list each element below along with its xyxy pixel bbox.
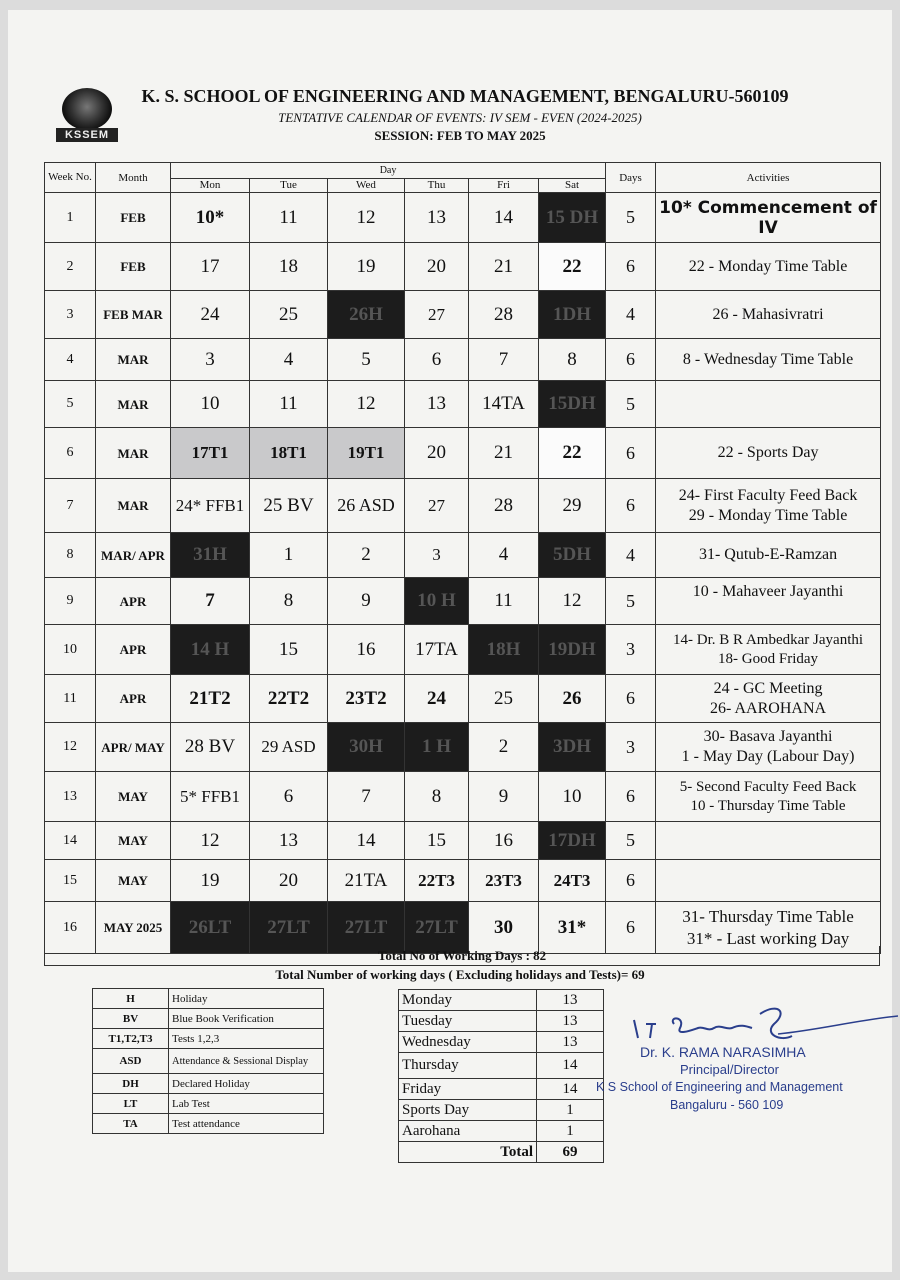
day-cell: 22 [539,243,606,291]
test-cell: 18T1 [250,428,328,479]
day-cell: 28 [469,479,539,533]
day-cell: 3 [405,533,469,578]
activity-text: 26 - Mahasivratri [712,305,824,323]
day-cell: 20 [250,860,328,902]
day-cell: 8 [405,772,469,822]
day-cell: 11 [469,578,539,625]
activity-text: 22 - Monday Time Table [688,257,848,275]
day-cell: 16 [469,822,539,860]
day-cell: 27 [405,291,469,339]
legend-row [93,1094,324,1114]
document-title: K. S. SCHOOL OF ENGINEERING AND MANAGEMENT, BENGALURU-560109 [141,86,789,106]
day-name: Monday [399,990,537,1011]
week-number: 1 [45,193,96,243]
day-cell: 5 [328,339,405,381]
day-cell: 12 [328,381,405,428]
activity-text: 24- First Faculty Feed Back [678,486,858,504]
activity-text: 26- AAROHANA [710,699,827,717]
month-cell: MAR [96,428,171,479]
day-cell: 17TA [405,625,469,675]
day-cell: 20 [405,428,469,479]
test-cell: 21T2 [171,675,250,723]
week-header: Week No. [45,163,96,193]
month-cell: APR [96,675,171,723]
legend-row [93,989,324,1009]
day-cell: 13 [405,381,469,428]
legend-value: Lab Test [169,1094,324,1114]
holiday-cell: 19DH [539,625,606,675]
days-count: 5 [606,822,656,860]
day-cell: 8 [539,339,606,381]
activity-cell [656,381,881,428]
day-cell: 30 [469,902,539,954]
week-number: 16 [45,902,96,954]
legend-key: TA [93,1114,169,1134]
day-cell: 6 [405,339,469,381]
week-number: 10 [45,625,96,675]
table-row [45,533,881,578]
legend-row [93,1114,324,1134]
table-row [45,193,881,243]
calendar-table [44,162,881,954]
activity-text: 5- Second Faculty Feed Back [679,778,857,795]
table-row [45,339,881,381]
week-number: 8 [45,533,96,578]
day-count: 13 [537,1011,604,1032]
day-count: 1 [537,1121,604,1142]
day-cell: 7 [328,772,405,822]
day-cell: 7 [171,578,250,625]
holiday-cell: 18H [469,625,539,675]
day-cell: 10 [539,772,606,822]
days-count: 6 [606,772,656,822]
activity-cell [656,860,881,902]
days-header: Days [606,163,656,193]
activity-text: 8 - Wednesday Time Table [682,350,854,368]
day-cell: 24* FFB1 [171,479,250,533]
day-cell: 11 [250,193,328,243]
college-logo [56,88,120,144]
day-cell: 4 [250,339,328,381]
week-number: 7 [45,479,96,533]
month-cell: MAY [96,822,171,860]
day-cell: 5* FFB1 [171,772,250,822]
day-cell: 6 [250,772,328,822]
day-cell: 12 [539,578,606,625]
holiday-cell: 5DH [539,533,606,578]
day-count-row [399,1121,604,1142]
day-cell: 22 [539,428,606,479]
day-cell: 25 [469,675,539,723]
day-cell: 12 [328,193,405,243]
weekday-header: Fri [469,179,539,193]
day-name: Friday [399,1079,537,1100]
day-count: 13 [537,1032,604,1053]
day-cell: 21 [469,243,539,291]
day-count: 1 [537,1100,604,1121]
days-count: 6 [606,339,656,381]
month-cell: MAR/ APR [96,533,171,578]
day-count-total-row [399,1142,604,1163]
day-cell: 31* [539,902,606,954]
day-cell: 13 [250,822,328,860]
logo-seal-icon [62,88,112,130]
legend-table [92,988,324,1134]
activities-header: Activities [656,163,881,193]
day-cell: 27 [405,479,469,533]
day-count-row [399,1032,604,1053]
logo-text: KSSEM [56,128,118,142]
day-cell: 3 [171,339,250,381]
document-subtitle: TENTATIVE CALENDAR OF EVENTS: IV SEM - EVEN (2024-2025) [278,110,642,125]
holiday-cell: 1 H [405,723,469,772]
day-cell: 17 [171,243,250,291]
holiday-cell: 26H [328,291,405,339]
activity-text: 31* - Last working Day [686,928,850,948]
days-count: 4 [606,533,656,578]
day-cell: 11 [250,381,328,428]
week-number: 2 [45,243,96,291]
day-count-row [399,990,604,1011]
holiday-cell: 31H [171,533,250,578]
days-count: 6 [606,902,656,954]
day-cell: 12 [171,822,250,860]
month-cell: APR [96,625,171,675]
weekday-header: Mon [171,179,250,193]
day-cell: 25 [250,291,328,339]
day-cell: 14TA [469,381,539,428]
day-name: Total [399,1142,537,1163]
day-cell: 15 [405,822,469,860]
table-row [45,772,881,822]
day-cell: 8 [250,578,328,625]
legend-row [93,1049,324,1074]
days-count: 6 [606,479,656,533]
table-row [45,381,881,428]
weekday-header: Tue [250,179,328,193]
test-cell: 24T3 [539,860,606,902]
activity-text: 30- Basava Jayanthi [703,728,833,745]
test-cell: 23T3 [469,860,539,902]
week-number: 5 [45,381,96,428]
day-cell: 19 [328,243,405,291]
legend-value: Test attendance [169,1114,324,1134]
total-excluding-holidays: Total Number of working days ( Excluding holidays and Tests)= 69 [275,967,645,982]
table-row [45,822,881,860]
day-cell: 13 [405,193,469,243]
weekday-header: Wed [328,179,405,193]
week-number: 4 [45,339,96,381]
activity-text: 10 - Mahaveer Jayanthi [692,583,844,600]
day-count: 14 [537,1079,604,1100]
day-cell: 29 ASD [250,723,328,772]
day-cell: 20 [405,243,469,291]
day-cell: 15 [250,625,328,675]
day-count-row [399,1011,604,1032]
day-cell: 25 BV [250,479,328,533]
day-cell: 10* [171,193,250,243]
month-cell: APR/ MAY [96,723,171,772]
legend-key: DH [93,1074,169,1094]
weekday-header: Thu [405,179,469,193]
days-count: 6 [606,428,656,479]
activity-cell [656,822,881,860]
holiday-cell: 3DH [539,723,606,772]
holiday-cell: 14 H [171,625,250,675]
test-cell: 17T1 [171,428,250,479]
table-row [45,479,881,533]
day-cell: 26 ASD [328,479,405,533]
week-number: 14 [45,822,96,860]
legend-key: ASD [93,1049,169,1074]
day-cell: 9 [469,772,539,822]
holiday-cell: 15DH [539,381,606,428]
test-cell: 22T2 [250,675,328,723]
activity-text: 14- Dr. B R Ambedkar Jayanthi [673,631,864,648]
day-cell: 14 [469,193,539,243]
day-cell: 21 [469,428,539,479]
days-count: 6 [606,243,656,291]
day-cell: 7 [469,339,539,381]
legend-value: Blue Book Verification [169,1009,324,1029]
activity-text: 31- Qutub-E-Ramzan [698,546,838,563]
month-header: Month [96,163,171,193]
day-name: Sports Day [399,1100,537,1121]
test-cell: 22T3 [405,860,469,902]
month-cell: MAR [96,381,171,428]
signatory-city: Bangaluru - 560 109 [670,1098,784,1112]
days-count: 5 [606,578,656,625]
month-cell: MAY [96,860,171,902]
month-cell: FEB MAR [96,291,171,339]
month-cell: MAY [96,772,171,822]
legend-value: Attendance & Sessional Display [169,1049,324,1074]
days-count: 6 [606,675,656,723]
week-number: 9 [45,578,96,625]
activity-text: 31- Thursday Time Table [682,906,854,926]
activity-text: 29 - Monday Time Table [688,506,848,524]
day-name: Wednesday [399,1032,537,1053]
legend-value: Tests 1,2,3 [169,1029,324,1049]
day-cell: 19 [171,860,250,902]
holiday-cell: 15 DH [539,193,606,243]
table-row [45,428,881,479]
day-cell: 18 [250,243,328,291]
activity-text: 10* Commencement of IV [659,197,877,238]
days-count: 3 [606,625,656,675]
week-number: 3 [45,291,96,339]
days-count: 5 [606,193,656,243]
day-cell: 1 [250,533,328,578]
day-count-row [399,1100,604,1121]
days-count: 5 [606,381,656,428]
day-cell: 24 [405,675,469,723]
lab-test-cell: 27LT [328,902,405,954]
lab-test-cell: 27LT [250,902,328,954]
day-name: Thursday [399,1053,537,1079]
activity-text: 18- Good Friday [718,650,819,667]
activity-text: 22 - Sports Day [717,444,819,461]
test-cell: 23T2 [328,675,405,723]
day-name: Aarohana [399,1121,537,1142]
day-cell: 28 [469,291,539,339]
day-count-row [399,1053,604,1079]
table-row [45,291,881,339]
week-number: 13 [45,772,96,822]
day-header: Day [171,163,606,179]
table-row [45,675,881,723]
days-count: 6 [606,860,656,902]
total-working-days: Total No of Working Days : 82 [44,946,880,966]
day-name: Tuesday [399,1011,537,1032]
legend-key: BV [93,1009,169,1029]
holiday-cell: 30H [328,723,405,772]
signatory-name: Dr. K. RAMA NARASIMHA [640,1044,806,1060]
weekday-header: Sat [539,179,606,193]
activity-text: 24 - GC Meeting [713,679,823,697]
lab-test-cell: 26LT [171,902,250,954]
table-row [45,723,881,772]
week-number: 11 [45,675,96,723]
activity-text: 10 - Thursday Time Table [690,797,846,814]
legend-row [93,1009,324,1029]
day-cell: 2 [328,533,405,578]
day-cell: 28 BV [171,723,250,772]
legend-key: H [93,989,169,1009]
day-count: 13 [537,990,604,1011]
activity-text: 1 - May Day (Labour Day) [681,748,855,765]
test-cell: 19T1 [328,428,405,479]
legend-row [93,1074,324,1094]
legend-key: LT [93,1094,169,1114]
day-cell: 16 [328,625,405,675]
day-count-row [399,1079,604,1100]
day-cell: 24 [171,291,250,339]
legend-value: Holiday [169,989,324,1009]
signatory-institution: K S School of Engineering and Management [596,1080,843,1094]
holiday-cell: 17DH [539,822,606,860]
holiday-cell: 1DH [539,291,606,339]
month-cell: FEB [96,243,171,291]
day-count: 69 [537,1142,604,1163]
day-cell: 14 [328,822,405,860]
holiday-cell: 10 H [405,578,469,625]
legend-key: T1,T2,T3 [93,1029,169,1049]
day-cell: 10 [171,381,250,428]
lab-test-cell: 27LT [405,902,469,954]
legend-value: Declared Holiday [169,1074,324,1094]
week-number: 15 [45,860,96,902]
week-number: 6 [45,428,96,479]
week-number: 12 [45,723,96,772]
table-row [45,243,881,291]
month-cell: APR [96,578,171,625]
month-cell: MAR [96,339,171,381]
days-count: 4 [606,291,656,339]
legend-row [93,1029,324,1049]
session-label: SESSION: FEB TO MAY 2025 [374,128,546,143]
day-cell: 21TA [328,860,405,902]
table-row [45,860,881,902]
day-cell: 2 [469,723,539,772]
day-count: 14 [537,1053,604,1079]
table-row [45,578,881,625]
table-row [45,625,881,675]
month-cell: FEB [96,193,171,243]
day-cell: 4 [469,533,539,578]
day-cell: 26 [539,675,606,723]
day-cell: 29 [539,479,606,533]
days-count: 3 [606,723,656,772]
day-count-table [398,989,604,1163]
month-cell: MAR [96,479,171,533]
day-cell: 9 [328,578,405,625]
signatory-role: Principal/Director [680,1062,779,1077]
month-cell: MAY 2025 [96,902,171,954]
